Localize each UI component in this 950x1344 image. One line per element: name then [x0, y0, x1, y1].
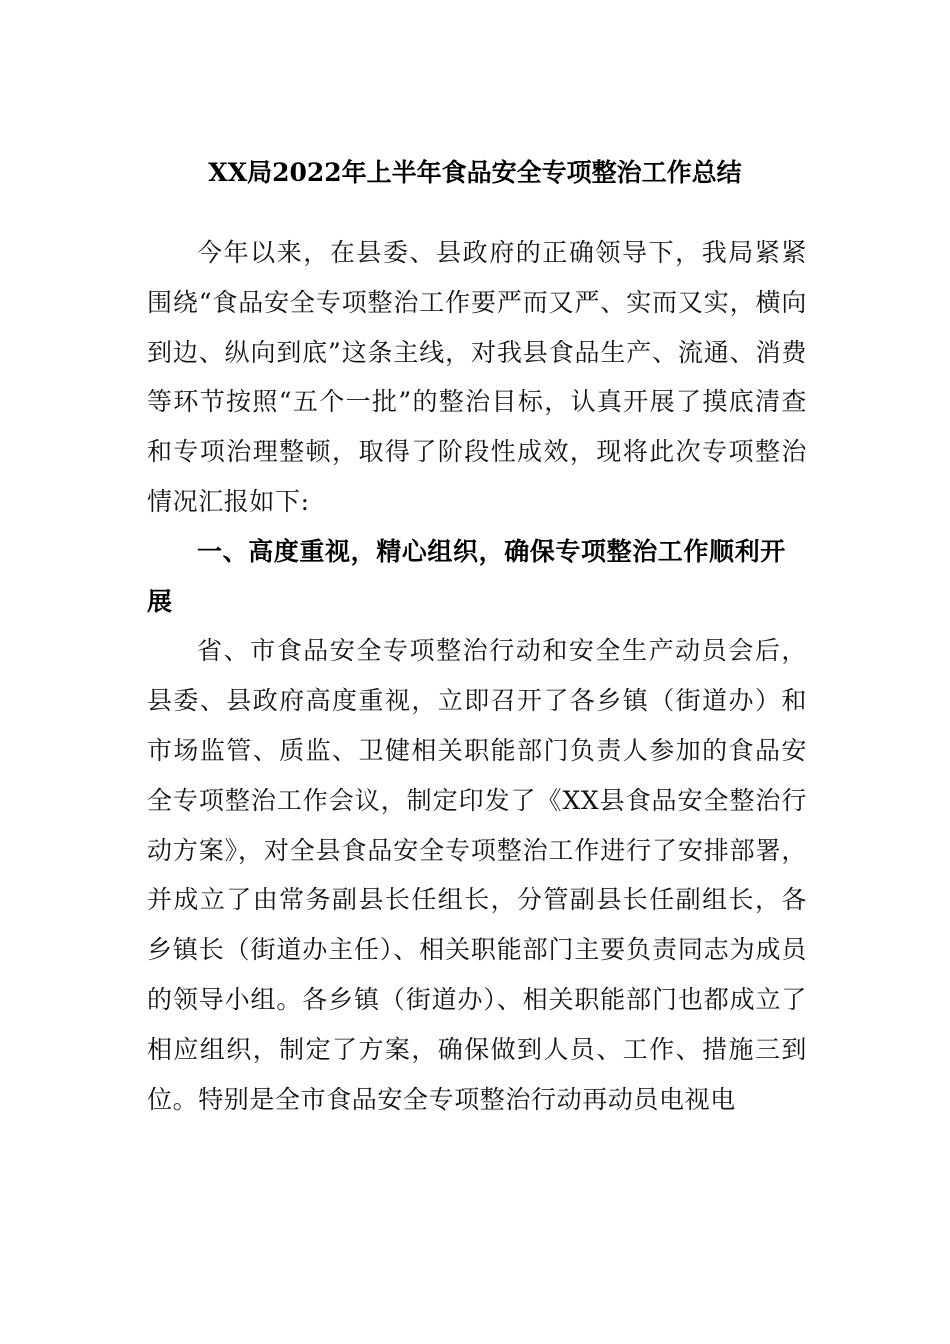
section-1-paragraph: 省、市食品安全专项整治行动和安全生产动员会后，县委、县政府高度重视，立即召开了各乡镇（街道办）和市场监管、质监、卫健相关职能部门负责人参加的食品安全专项整治工作会议，制定印发了《XX县食品安全整治行动方案》，对全县食品安全专项整治工作进行了安排部署，并成立了由常务副县长任组长，分管副县长任副组长，各乡镇长（街道办主任）、相关职能部门主要负责同志为成员的领导小组。各乡镇（街道办）、相关职能部门也都成立了相应组织，制定了方案，确保做到人员、工作、措施三到位。特别是全市食品安全专项整治行动再动员电视电	[147, 636, 807, 1114]
document-title: XX局2022年上半年食品安全专项整治工作总结	[208, 158, 742, 187]
document-body	[147, 228, 807, 1124]
intro-paragraph: 今年以来，在县委、县政府的正确领导下，我局紧紧围绕“食品安全专项整治工作要严而又严、实而又实，横向到边、纵向到底”这条主线，对我县食品生产、流通、消费等环节按照“五个一批”的整治目标，认真开展了摸底清查和专项治理整顿，取得了阶段性成效，现将此次专项整治情况汇报如下:	[147, 238, 807, 516]
section-heading-1: 一、高度重视，精心组织，确保专项整治工作顺利开展	[147, 536, 786, 616]
